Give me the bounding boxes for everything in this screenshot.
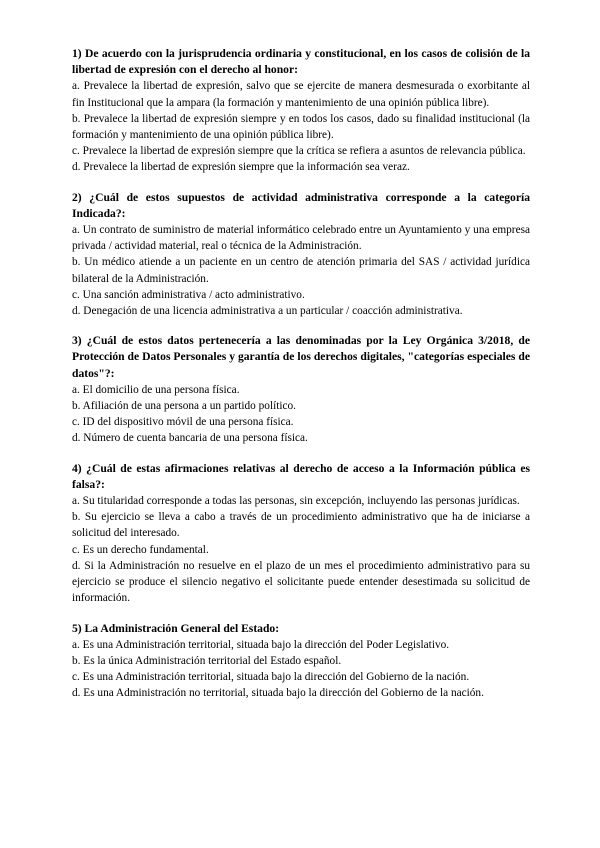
question-title: 2) ¿Cuál de estos supuestos de actividad administrativa corresponde a la categoría Indicada?: [72, 190, 530, 220]
question-1 [72, 46, 530, 176]
question-5 [72, 621, 530, 702]
document-page [72, 46, 530, 716]
option-c: c. ID del dispositivo móvil de una persona física. [72, 416, 294, 429]
question-title: 1) De acuerdo con la jurisprudencia ordinaria y constitucional, en los casos de colisión de la libertad de expresión con el derecho al honor: [72, 47, 530, 77]
option-b: b. Prevalece la libertad de expresión siempre y en todos los casos, dado su finalidad institucional (la formación y mantenimiento de una opinión pública libre). [72, 112, 530, 142]
option-b: b. Afiliación de una persona a un partido político. [72, 400, 296, 413]
option-c: c. Es un derecho fundamental. [72, 543, 209, 556]
option-d: d. Es una Administración no territorial, situada bajo la dirección del Gobierno de la nación. [72, 687, 484, 700]
question-3 [72, 333, 530, 446]
option-d: d. Denegación de una licencia administrativa a un particular / coacción administrativa. [72, 305, 463, 318]
option-a: a. Su titularidad corresponde a todas las personas, sin excepción, incluyendo las personas jurídicas. [72, 495, 520, 508]
option-b: b. Su ejercicio se lleva a cabo a través de un procedimiento administrativo que ha de iniciarse a solicitud del interesado. [72, 511, 530, 540]
option-c: c. Una sanción administrativa / acto administrativo. [72, 288, 305, 301]
question-2 [72, 190, 530, 320]
option-a: a. Prevalece la libertad de expresión, salvo que se ejercite de manera desmesurada o exorbitante al fin Institucional que la ampara (la formación y mantenimiento de una opinión pública libre). [72, 80, 530, 109]
option-c: c. Es una Administración territorial, situada bajo la dirección del Gobierno de la nación. [72, 671, 470, 684]
question-title: 4) ¿Cuál de estas afirmaciones relativas al derecho de acceso a la Información pública es falsa?: [72, 461, 530, 491]
question-4 [72, 461, 530, 607]
option-b: b. Un médico atiende a un paciente en un centro de atención primaria del SAS / actividad jurídica bilateral de la Administración. [72, 256, 530, 285]
option-d: d. Número de cuenta bancaria de una persona física. [72, 432, 308, 445]
option-a: a. Es una Administración territorial, situada bajo la dirección del Poder Legislativo. [72, 638, 450, 651]
option-a: a. El domicilio de una persona física. [72, 383, 240, 396]
option-d: d. Si la Administración no resuelve en el plazo de un mes el procedimiento administrativo para su ejercicio se produce el silencio negativo el solicitante puede entender desestimada su solicitud de información. [72, 559, 530, 605]
question-title: 5) La Administración General del Estado: [72, 621, 280, 635]
option-d: d. Prevalece la libertad de expresión siempre que la información sea veraz. [72, 161, 410, 174]
question-title: 3) ¿Cuál de estos datos pertenecería a las denominadas por la Ley Orgánica 3/2018, de Protección de Datos Personales y garantía de los derechos digitales, "categorías especiales de datos"?: [72, 334, 530, 380]
option-a: a. Un contrato de suministro de material informático celebrado entre un Ayuntamiento y una empresa privada / actividad material, real o técnica de la Administración. [72, 224, 530, 253]
option-b: b. Es la única Administración territorial del Estado español. [72, 654, 342, 667]
option-c: c. Prevalece la libertad de expresión siempre que la crítica se refiera a asuntos de relevancia pública. [72, 145, 526, 158]
